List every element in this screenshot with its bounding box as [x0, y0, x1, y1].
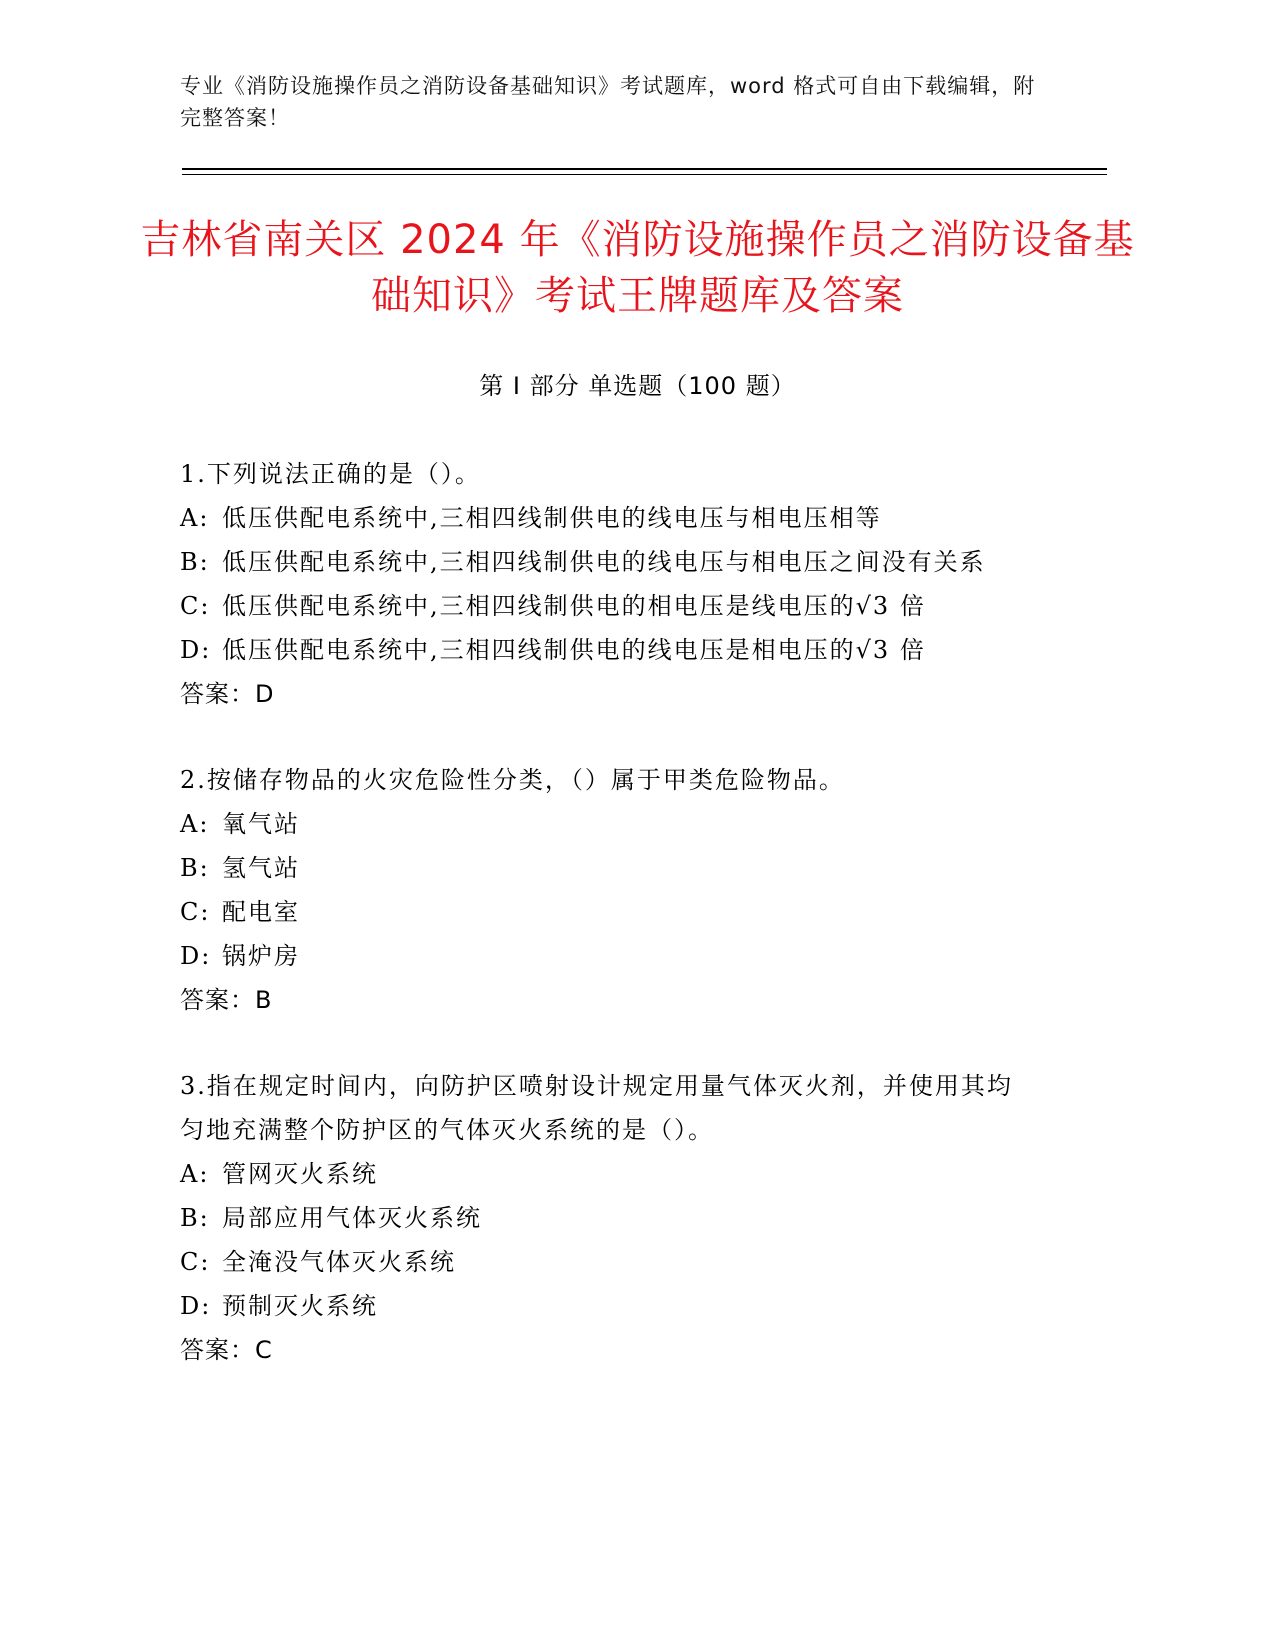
option-key: D: — [180, 1292, 212, 1320]
question-stem: 2.按储存物品的火灾危险性分类，（）属于甲类危险物品。 — [180, 766, 845, 794]
option-c — [180, 584, 1020, 628]
header-rule-thin — [182, 174, 1107, 175]
question-1 — [180, 452, 1020, 716]
option-text: 低压供配电系统中,三相四线制供电的线电压与相电压之间没有关系 — [222, 548, 986, 576]
option-key: A: — [180, 1160, 210, 1188]
option-b — [180, 846, 1020, 890]
question-3 — [180, 1064, 1020, 1372]
header-note: 专业《消防设施操作员之消防设备基础知识》考试题库，word 格式可自由下载编辑，附完整答案！ — [180, 74, 1036, 130]
option-text: 低压供配电系统中,三相四线制供电的相电压是线电压的√3 倍 — [222, 592, 926, 620]
answer-line: 答案：C — [180, 1336, 273, 1364]
question-list — [180, 452, 1020, 1414]
question-stem: 1.下列说法正确的是（）。 — [180, 460, 481, 488]
option-key: A: — [180, 504, 210, 532]
option-text: 氧气站 — [222, 810, 300, 838]
option-text: 预制灭火系统 — [222, 1292, 378, 1320]
question-2 — [180, 758, 1020, 1022]
option-key: C: — [180, 898, 211, 926]
option-b — [180, 540, 1020, 584]
option-key: D: — [180, 636, 212, 664]
option-text: 氢气站 — [222, 854, 300, 882]
option-a — [180, 802, 1020, 846]
option-text: 配电室 — [222, 898, 300, 926]
option-key: C: — [180, 1248, 211, 1276]
option-text: 锅炉房 — [222, 942, 300, 970]
section-title: 第 I 部分 单选题（100 题） — [479, 372, 796, 400]
option-key: B: — [180, 854, 210, 882]
header-rule-thick — [182, 168, 1107, 170]
option-d — [180, 628, 1020, 672]
option-key: B: — [180, 548, 210, 576]
option-text: 局部应用气体灭火系统 — [222, 1204, 482, 1232]
document-title: 吉林省南关区 2024 年《消防设施操作员之消防设备基础知识》考试王牌题库及答案 — [140, 217, 1135, 319]
option-c — [180, 890, 1020, 934]
option-key: D: — [180, 942, 212, 970]
option-text: 管网灭火系统 — [222, 1160, 378, 1188]
option-a — [180, 496, 1020, 540]
option-text: 低压供配电系统中,三相四线制供电的线电压与相电压相等 — [222, 504, 882, 532]
option-a — [180, 1152, 1020, 1196]
option-key: B: — [180, 1204, 210, 1232]
option-c — [180, 1240, 1020, 1284]
option-key: C: — [180, 592, 211, 620]
option-text: 全淹没气体灭火系统 — [222, 1248, 456, 1276]
option-d — [180, 1284, 1020, 1328]
option-text: 低压供配电系统中,三相四线制供电的线电压是相电压的√3 倍 — [222, 636, 926, 664]
option-b — [180, 1196, 1020, 1240]
answer-line: 答案：B — [180, 986, 273, 1014]
answer-line: 答案：D — [180, 680, 275, 708]
option-d — [180, 934, 1020, 978]
option-key: A: — [180, 810, 210, 838]
question-stem: 3.指在规定时间内，向防护区喷射设计规定用量气体灭火剂，并使用其均匀地充满整个防护区的气体灭火系统的是（）。 — [180, 1072, 1013, 1144]
